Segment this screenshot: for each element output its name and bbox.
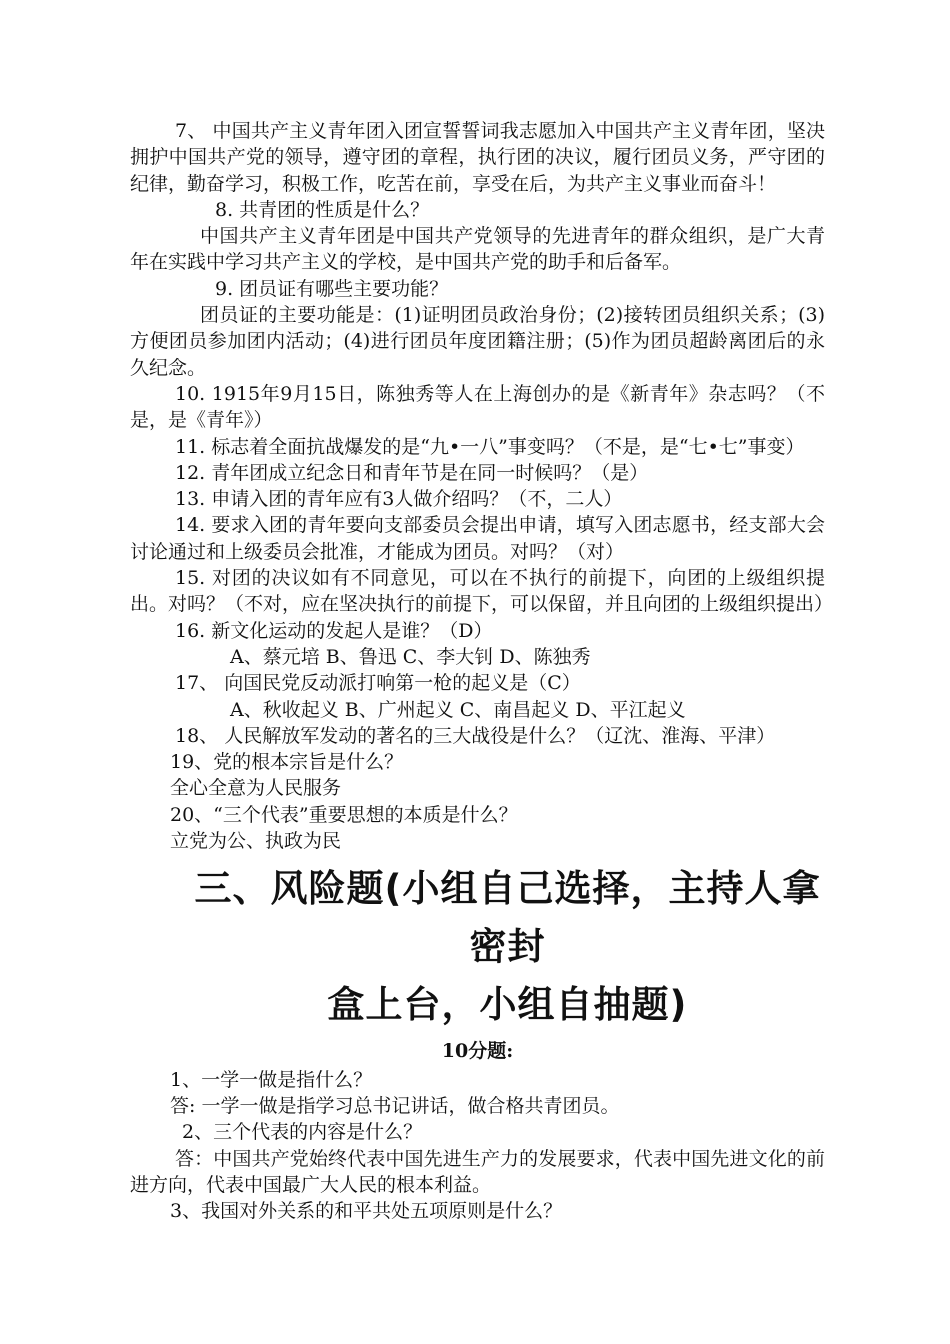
risk-answer-1: 答: 一学一做是指学习总书记讲话，做合格共青团员。 (170, 1094, 620, 1117)
item-7: 7、 中国共产主义青年团入团宣誓誓词我志愿加入中国共产主义青年团，坚决拥护中国共产党的领导，遵守团的章程，执行团的决议，履行团员义务，严守团的纪律，勤奋学习，积极工作，吃苦在前，享受在后，为共产主义事业而奋斗！ (130, 120, 825, 195)
risk-question-3: 3、我国对外关系的和平共处五项原则是什么？ (170, 1200, 563, 1223)
options-16: A、蔡元培 B、鲁迅 C、李大钊 D、陈独秀 (230, 645, 591, 668)
section-heading-line-2: 盒上台，小组自抽题) (327, 983, 688, 1027)
question-20: 20、“三个代表”重要思想的本质是什么？ (170, 803, 518, 826)
question-12: 12. 青年团成立纪念日和青年节是在同一时候吗？（是） (175, 461, 649, 484)
question-16: 16. 新文化运动的发起人是谁？（D） (175, 619, 493, 642)
question-19: 19、党的根本宗旨是什么？ (170, 751, 404, 774)
section-heading-line-1: 三、风险题(小组自己选择，主持人拿密封 (194, 867, 821, 969)
question-8: 8. 共青团的性质是什么？ (215, 198, 430, 221)
answer-8: 中国共产主义青年团是中国共产党领导的先进青年的群众组织，是广大青年在实践中学习共产主义的学校，是中国共产党的助手和后备军。 (130, 225, 825, 274)
question-18: 18、 人民解放军发动的著名的三大战役是什么？（辽沈、淮海、平津） (175, 724, 776, 747)
question-10: 10. 1915年9月15日，陈独秀等人在上海创办的是《新青年》杂志吗？（不是，是《青年》） (130, 382, 825, 432)
question-14: 14. 要求入团的青年要向支部委员会提出申请，填写入团志愿书，经支部大会讨论通过和上级委员会批准，才能成为团员。对吗？（对） (130, 514, 825, 563)
question-11: 11. 标志着全面抗战爆发的是“九•一八”事变吗？（不是，是“七•七”事变） (175, 435, 805, 458)
question-9: 9. 团员证有哪些主要功能？ (215, 277, 449, 300)
section-heading (130, 860, 825, 1034)
risk-question-1: 1、一学一做是指什么？ (170, 1068, 373, 1091)
options-17: A、秋收起义 B、广州起义 C、南昌起义 D、平江起义 (230, 698, 686, 721)
answer-19: 全心全意为人民服务 (170, 777, 342, 800)
subheading-10-points: 10分题: (441, 1040, 514, 1063)
question-13: 13. 申请入团的青年应有3人做介绍吗？（不，二人） (175, 488, 623, 511)
question-15: 15. 对团的决议如有不同意见，可以在不执行的前提下，向团的上级组织提出。对吗？（不对，应在坚决执行的前提下，可以保留，并且向团的上级组织提出） (130, 567, 834, 616)
document-page (130, 118, 834, 1224)
answer-20: 立党为公、执政为民 (170, 830, 342, 853)
question-17: 17、 向国民党反动派打响第一枪的起义是（C） (175, 672, 581, 695)
answer-9: 团员证的主要功能是：(1)证明团员政治身份；(2)接转团员组织关系；(3)方便团员参加团内活动；(4)进行团员年度团籍注册；(5)作为团员超龄离团后的永久纪念。 (130, 304, 825, 379)
risk-answer-2: 答：中国共产党始终代表中国先进生产力的发展要求，代表中国先进文化的前进方向，代表中国最广大人民的根本利益。 (130, 1147, 825, 1196)
risk-question-2: 2、三个代表的内容是什么？ (182, 1121, 423, 1144)
